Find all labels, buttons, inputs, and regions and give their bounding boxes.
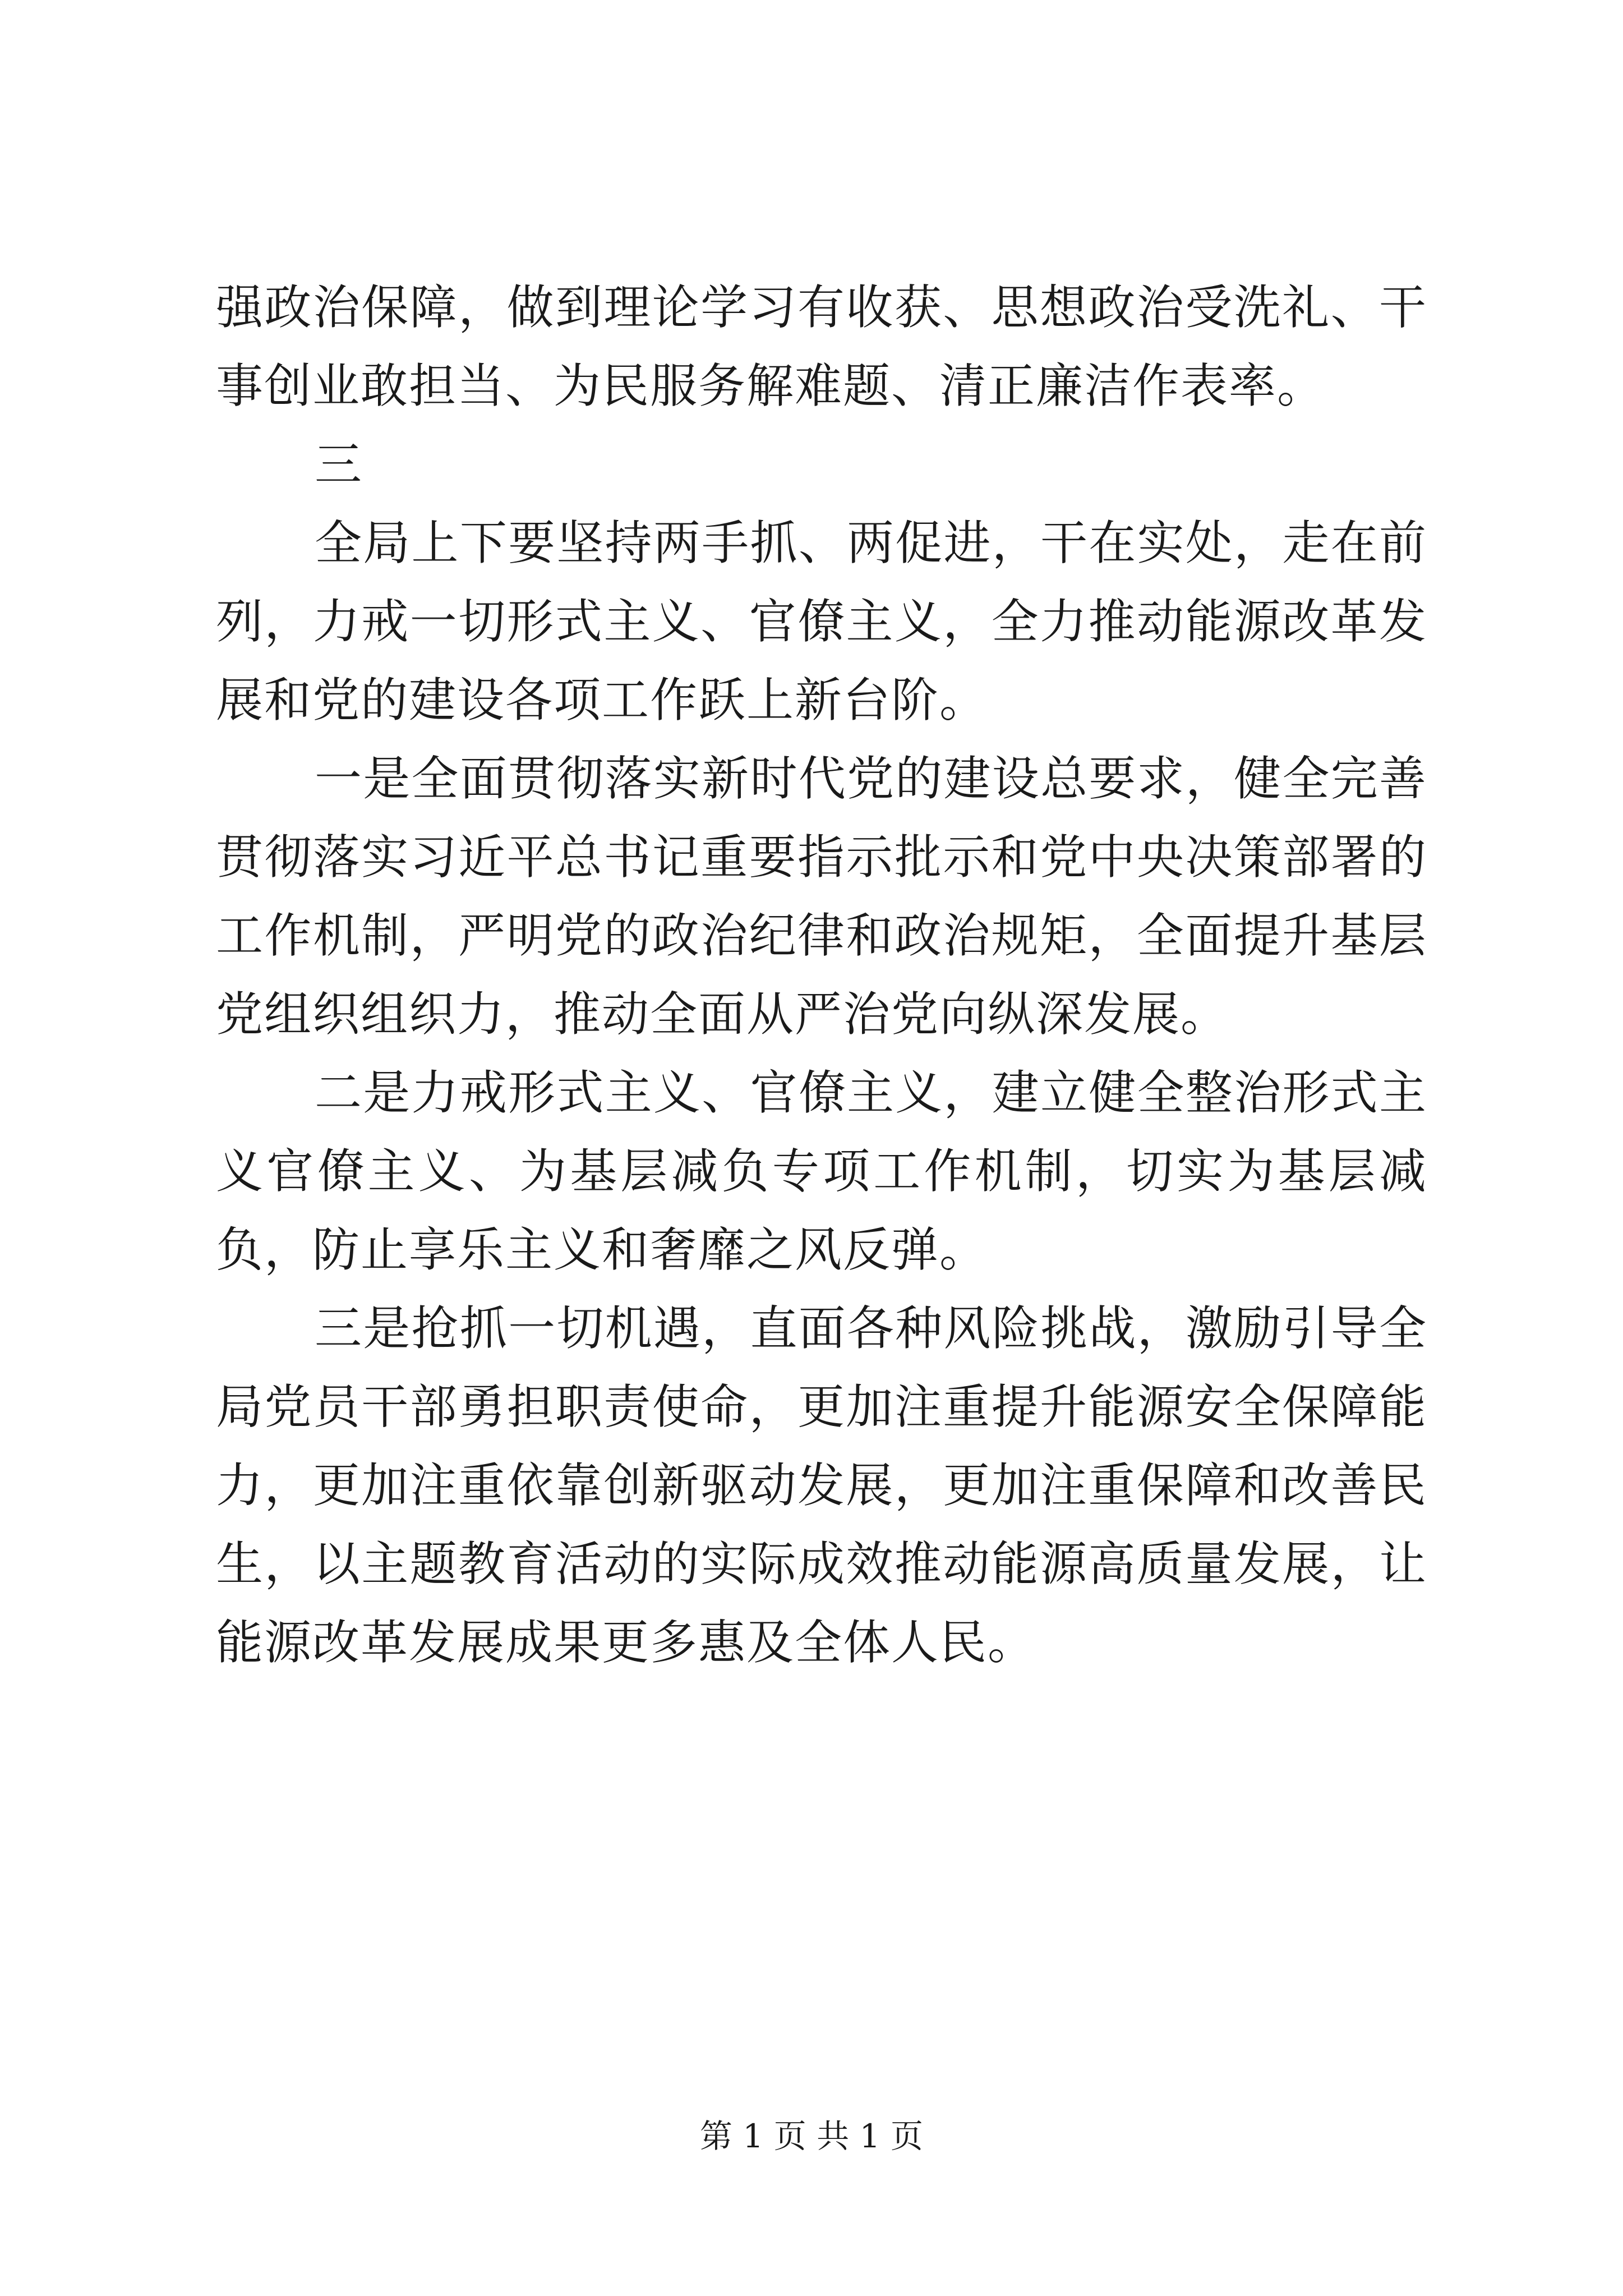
- paragraph-point-one: 一是全面贯彻落实新时代党的建设总要求，健全完善贯彻落实习近平总书记重要指示批示和党中央决策部署的工作机制，严明党的政治纪律和政治规矩，全面提升基层党组织组织力，推动全面从严治党向纵深发展。: [216, 751, 1427, 1042]
- section-heading-three: 三: [315, 437, 363, 492]
- document-body: [216, 268, 1427, 1682]
- paragraph-continuation: 强政治保障，做到理论学习有收获、思想政治受洗礼、干事创业敢担当、为民服务解难题、清正廉洁作表率。: [216, 280, 1427, 413]
- paragraph-point-three: 三是抢抓一切机遇，直面各种风险挑战，激励引导全局党员干部勇担职责使命，更加注重提升能源安全保障能力，更加注重依靠创新驱动发展，更加注重保障和改善民生，以主题教育活动的实际成效推动能源高质量发展，让能源改革发展成果更多惠及全体人民。: [216, 1301, 1427, 1670]
- paragraph-intro: 全局上下要坚持两手抓、两促进，干在实处，走在前列，力戒一切形式主义、官僚主义，全力推动能源改革发展和党的建设各项工作跃上新台阶。: [216, 516, 1427, 728]
- page-number-footer: 第 1 页 共 1 页: [700, 2117, 923, 2155]
- paragraph-point-two: 二是力戒形式主义、官僚主义，建立健全整治形式主义官僚主义、为基层减负专项工作机制，切实为基层减负，防止享乐主义和奢靡之风反弹。: [216, 1065, 1427, 1277]
